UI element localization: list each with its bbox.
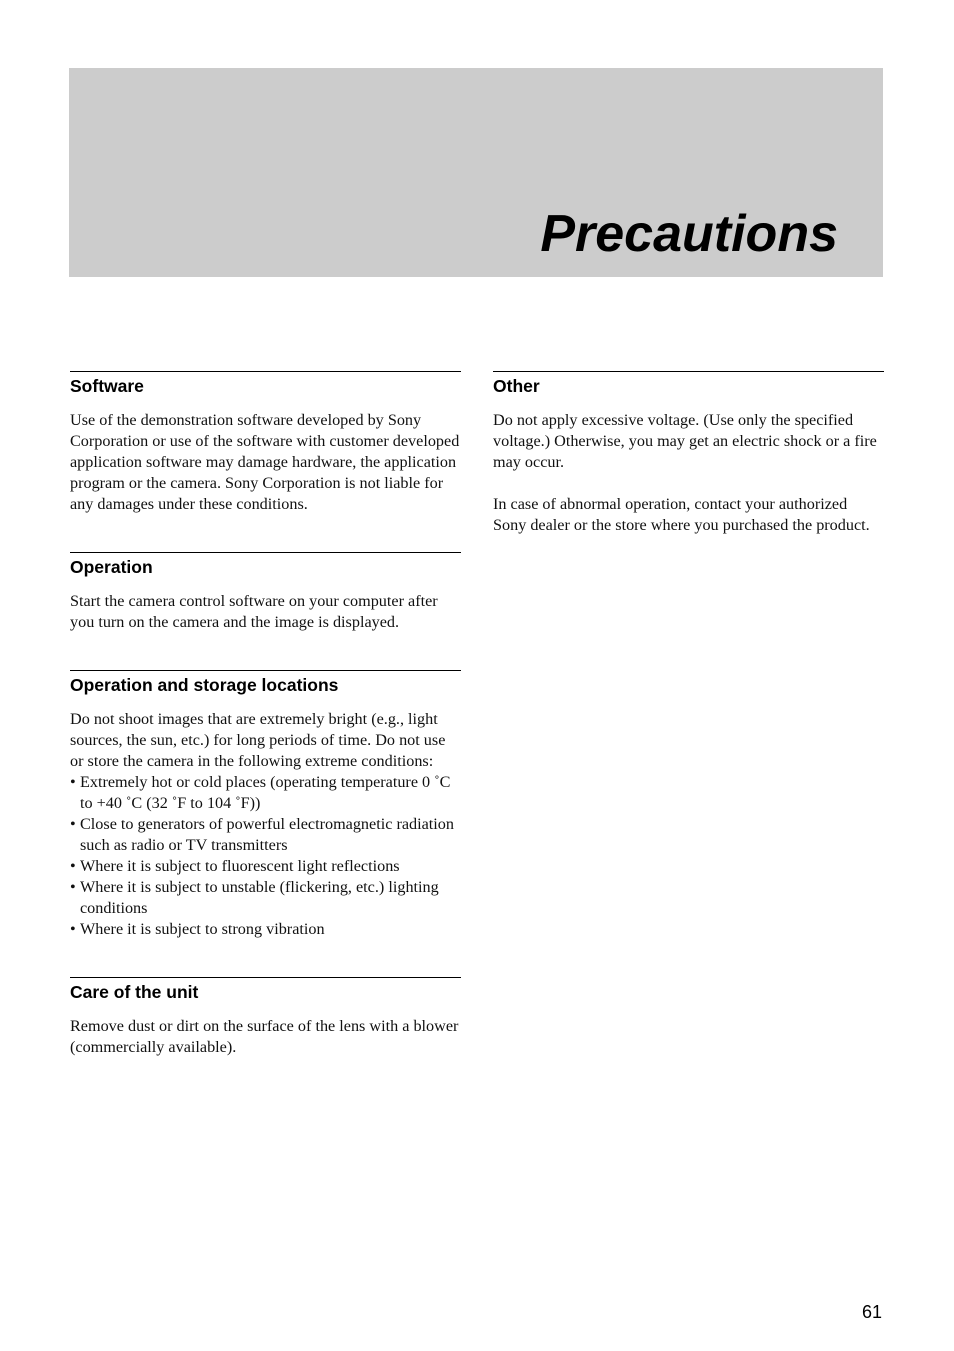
page-title: Precautions	[540, 205, 838, 263]
section-operation	[70, 552, 461, 633]
section-body	[70, 410, 461, 515]
paragraph: Do not shoot images that are extremely bright (e.g., light sources, the sun, etc.) for long periods of time. Do not use or store the camera in the following extreme conditions:	[70, 710, 446, 770]
paragraph: Start the camera control software on your computer after you turn on the camera and the image is displayed.	[70, 592, 438, 631]
section-heading: Operation and storage locations	[70, 675, 339, 695]
section-care	[70, 977, 461, 1058]
section-body	[493, 410, 884, 536]
section-body	[70, 591, 461, 633]
left-column	[70, 371, 461, 1058]
list-item: • Where it is subject to unstable (flickering, etc.) lighting conditions	[70, 877, 461, 919]
section-body	[70, 1016, 461, 1058]
page-number: 61	[861, 1302, 882, 1322]
right-column	[493, 371, 884, 536]
list-item: • Close to generators of powerful electromagnetic radiation such as radio or TV transmitters	[70, 814, 461, 856]
section-other	[493, 371, 884, 536]
title-banner	[69, 68, 883, 277]
paragraph: Do not apply excessive voltage. (Use only the specified voltage.) Otherwise, you may get an electric shock or a fire may occur.	[493, 411, 877, 471]
paragraph: Remove dust or dirt on the surface of the lens with a blower (commercially available).	[70, 1017, 459, 1056]
paragraph: In case of abnormal operation, contact your authorized Sony dealer or the store where you purchased the product.	[493, 495, 870, 534]
list-item: • Where it is subject to fluorescent light reflections	[70, 856, 461, 877]
section-software	[70, 371, 461, 515]
bullet-list	[70, 772, 461, 940]
list-item: • Where it is subject to strong vibration	[70, 919, 461, 940]
paragraph: Use of the demonstration software developed by Sony Corporation or use of the software with customer developed application software may damage hardware, the application program or the camera. Sony Corporation is not liable for any damages under these conditions.	[70, 411, 460, 513]
section-heading: Care of the unit	[70, 982, 199, 1002]
section-heading: Other	[493, 376, 540, 396]
section-body	[70, 709, 461, 940]
section-operation-storage	[70, 670, 461, 940]
list-item: • Extremely hot or cold places (operating temperature 0 ˚C to +40 ˚C (32 ˚F to 104 ˚F))	[70, 772, 461, 814]
section-heading: Operation	[70, 557, 153, 577]
section-heading: Software	[70, 376, 144, 396]
